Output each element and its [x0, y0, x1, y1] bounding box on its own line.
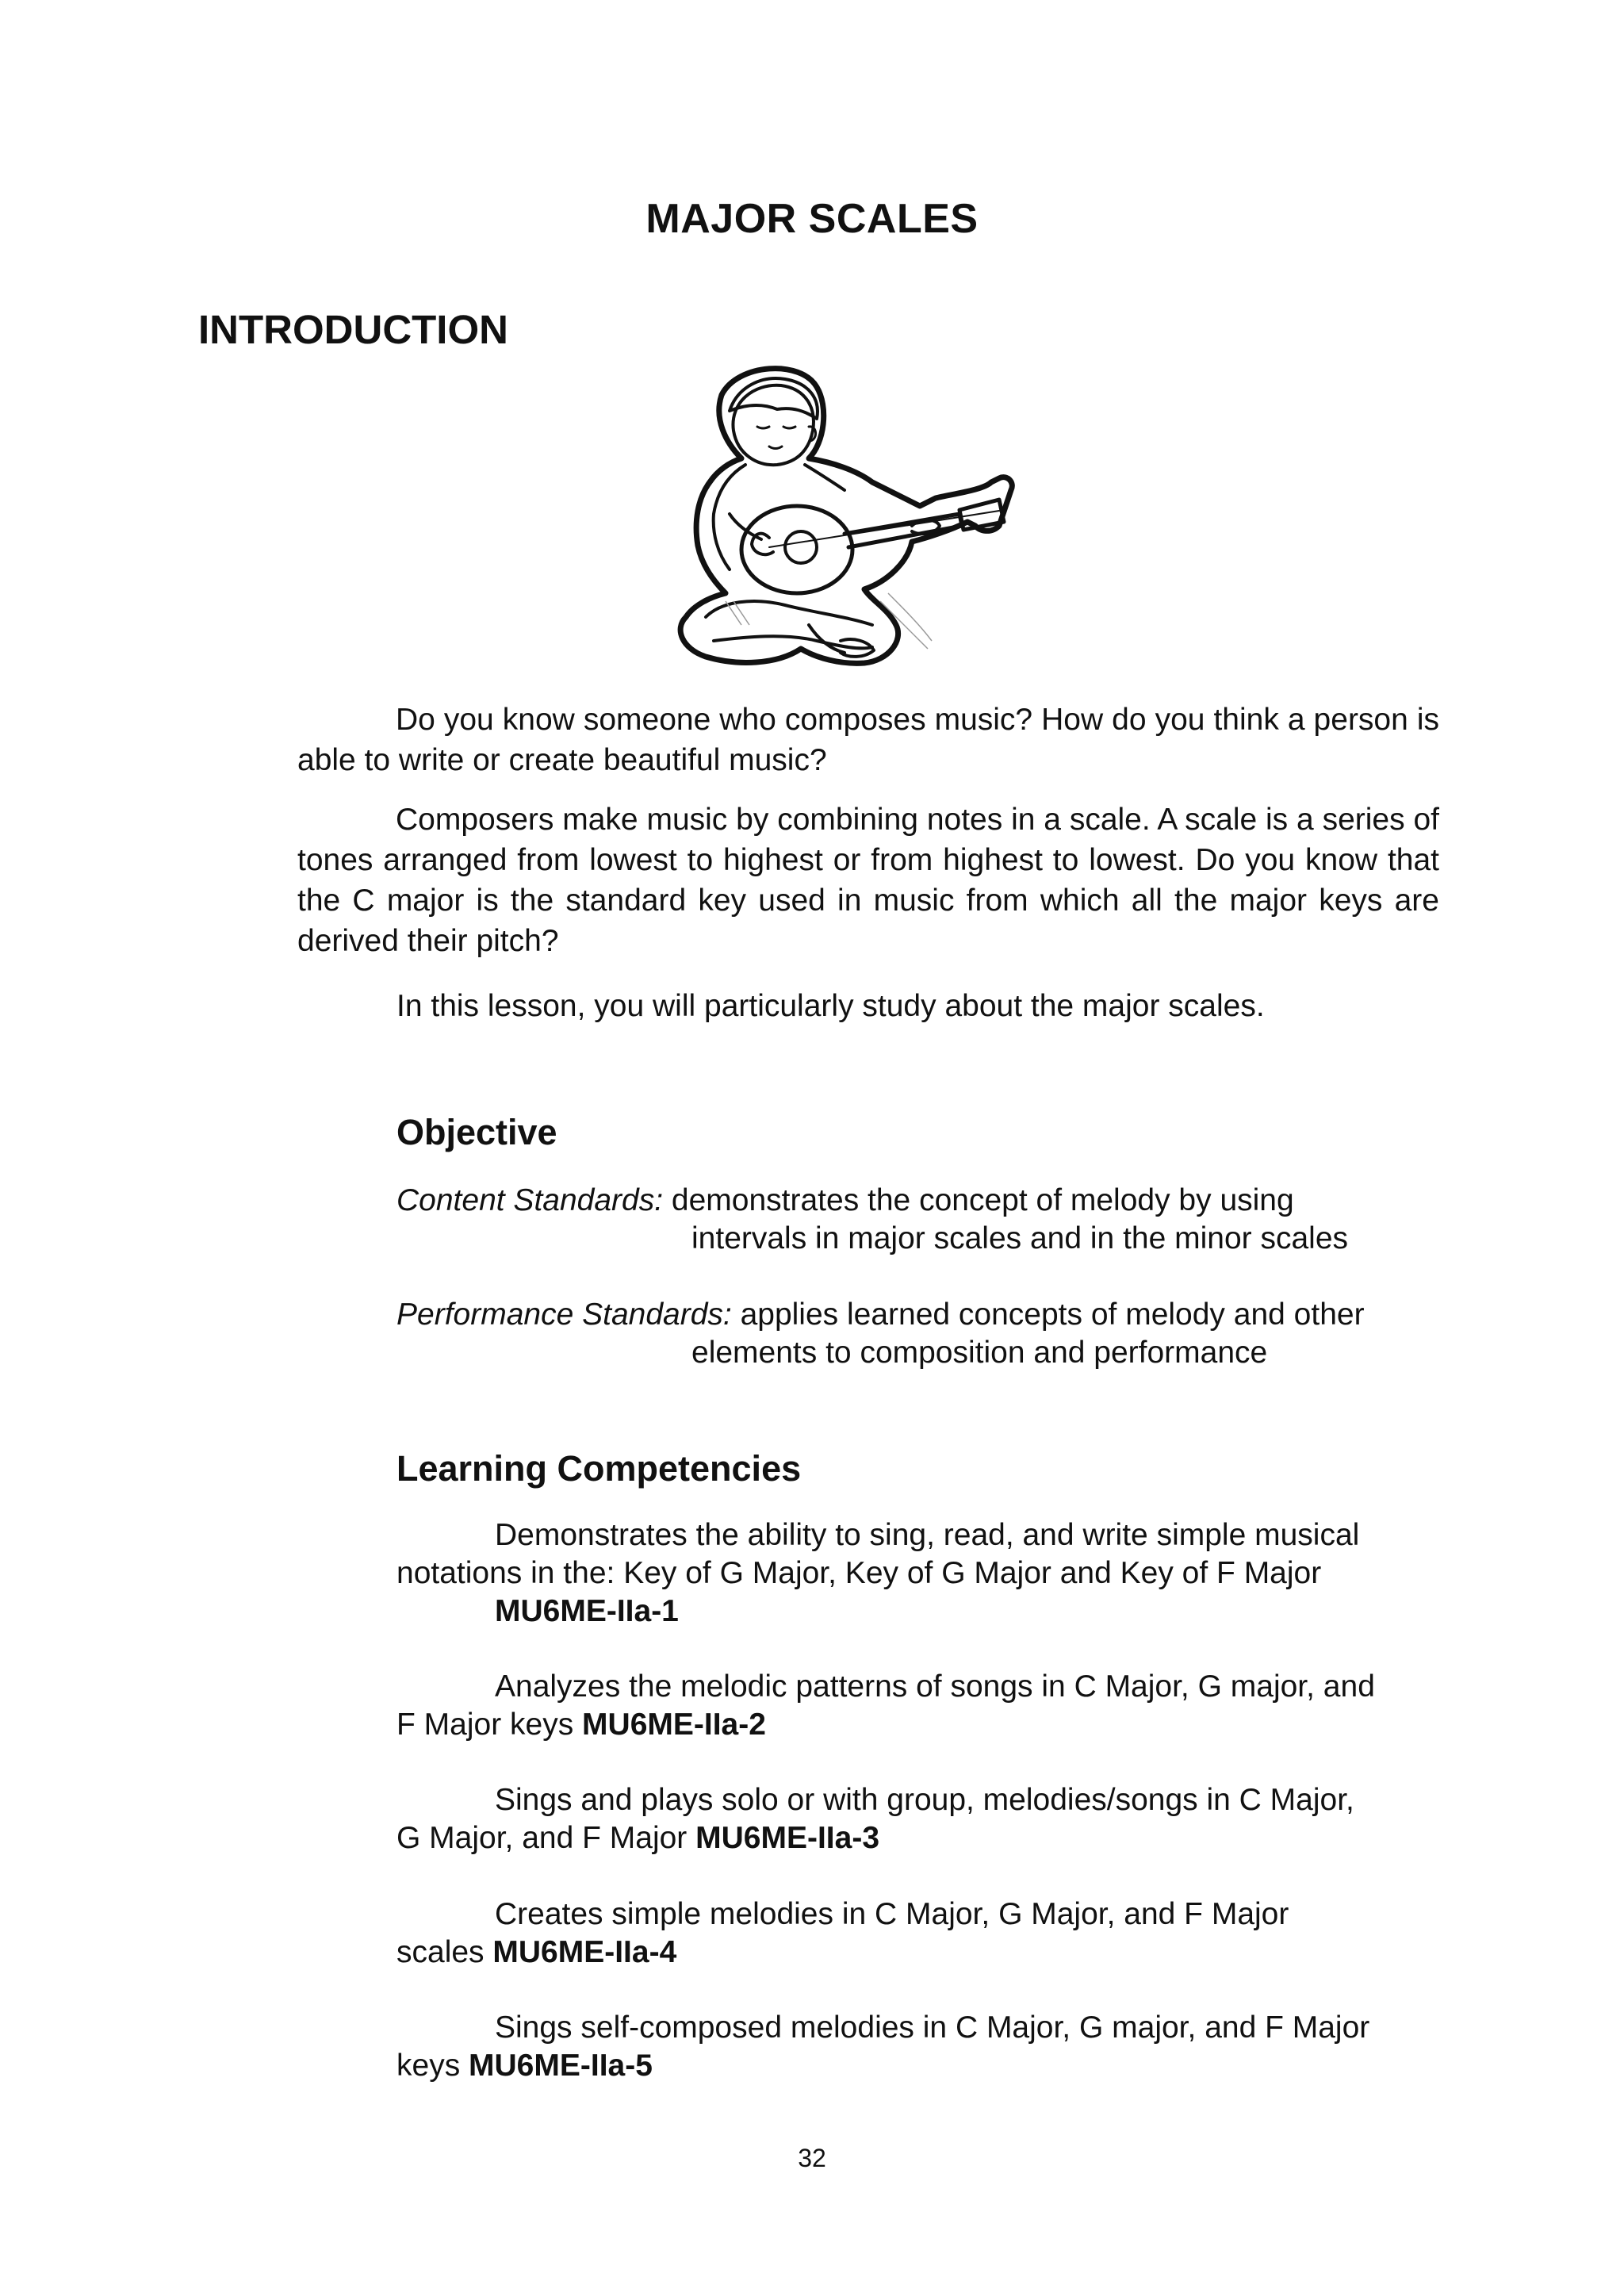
competency-4-line1: Creates simple melodies in C Major, G Major, and F Major [495, 1897, 1289, 1931]
performance-standards-text-line1: applies learned concepts of melody and other [740, 1297, 1365, 1332]
competency-2-code: MU6ME-IIa-2 [582, 1708, 766, 1742]
performance-standards-text-line2: elements to composition and performance [691, 1336, 1268, 1370]
competency-3-line1: Sings and plays solo or with group, melodies/songs in C Major, [495, 1783, 1354, 1817]
intro-paragraph-1: Do you know someone who composes music? How do you think a person is able to write or create beautiful music? [297, 703, 1439, 777]
competency-item-3 [396, 1781, 1443, 1857]
boy-playing-guitar-illustration [650, 363, 1063, 696]
competency-item-4 [396, 1895, 1443, 1972]
competency-4-line2: scales [396, 1935, 493, 1969]
page-number: 32 [798, 2144, 826, 2172]
section-heading-introduction: INTRODUCTION [198, 307, 508, 352]
competency-3-code: MU6ME-IIa-3 [695, 1821, 880, 1855]
competency-3-line2: G Major, and F Major [396, 1821, 696, 1855]
performance-standards [396, 1296, 1507, 1372]
competency-4-code: MU6ME-IIa-4 [492, 1935, 677, 1969]
competency-1-code: MU6ME-IIa-1 [495, 1594, 679, 1628]
intro-paragraph-3: In this lesson, you will particularly study about the major scales. [396, 989, 1265, 1023]
content-standards-text-line2: intervals in major scales and in the minor scales [691, 1221, 1349, 1255]
competency-5-code: MU6ME-IIa-5 [469, 2049, 653, 2083]
competency-2-line2: F Major keys [396, 1708, 583, 1742]
content-standards [396, 1182, 1507, 1258]
intro-paragraph-2: Composers make music by combining notes in a scale. A scale is a series of tones arranged from lowest to highest or from highest to lowest. Do you know that the C major is the standard key used in music from which all the major keys are derived their pitch? [297, 803, 1439, 958]
learning-competencies-heading: Learning Competencies [396, 1448, 802, 1489]
competency-1-line1: Demonstrates the ability to sing, read, and write simple musical [495, 1518, 1360, 1552]
competency-item-5 [396, 2009, 1443, 2085]
competency-item-2 [396, 1668, 1443, 1744]
competency-2-line1: Analyzes the melodic patterns of songs in C Major, G major, and [495, 1669, 1375, 1704]
competency-item-1 [396, 1516, 1443, 1631]
performance-standards-label: Performance Standards: [396, 1297, 732, 1332]
content-standards-text-line1: demonstrates the concept of melody by using [671, 1183, 1294, 1217]
competency-5-line2: keys [396, 2049, 469, 2083]
competency-5-line1: Sings self-composed melodies in C Major, G major, and F Major [495, 2010, 1370, 2045]
competency-1-line2: notations in the: Key of G Major, Key of G Major and Key of F Major [396, 1556, 1322, 1590]
objective-heading: Objective [396, 1112, 557, 1152]
page-title: MAJOR SCALES [645, 196, 979, 242]
content-standards-label: Content Standards: [396, 1183, 664, 1217]
